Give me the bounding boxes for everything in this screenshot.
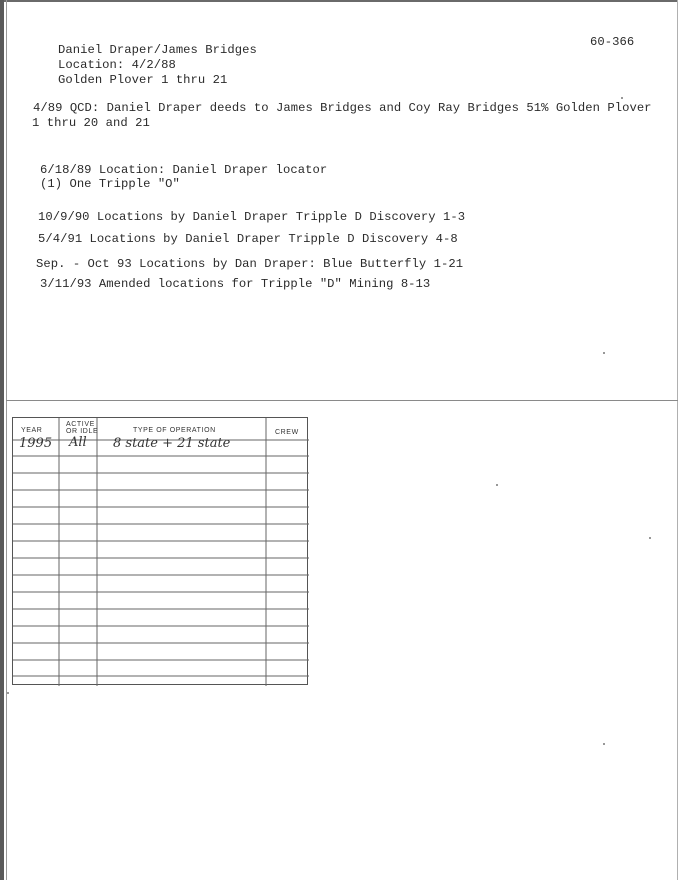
entry-qcd-line1: 4/89 QCD: Daniel Draper deeds to James Bridges and Coy Ray Bridges 51% Golden Plover [33, 101, 652, 115]
speck [603, 743, 605, 745]
card-left-edge-inner [6, 0, 7, 880]
speck [621, 97, 623, 99]
speck [603, 352, 605, 354]
card-number: 60-366 [590, 35, 635, 49]
entry-location-1989-line2: (1) One Tripple "O" [40, 177, 180, 191]
entry-locations-1993: Sep. - Oct 93 Locations by Dan Draper: Blue Butterfly 1-21 [36, 257, 464, 271]
entry-amended-locations: 3/11/93 Amended locations for Tripple "D" Mining 8-13 [40, 277, 431, 291]
entry-location-1989-line1: 6/18/89 Location: Daniel Draper locator [40, 163, 328, 177]
location-date: Location: 4/2/88 [58, 58, 176, 72]
row-1-active: All [69, 435, 87, 450]
header-crew: CREW [275, 429, 299, 436]
card-left-edge [0, 0, 4, 880]
row-1-year: 1995 [19, 436, 53, 451]
header-or-idle: OR IDLE [66, 428, 99, 435]
entry-qcd-line2: 1 thru 20 and 21 [32, 116, 150, 130]
header-type-of-operation: TYPE OF OPERATION [133, 427, 216, 434]
speck [496, 484, 498, 486]
header-year: YEAR [21, 427, 43, 434]
operation-log-table [12, 417, 308, 685]
speck [7, 692, 9, 694]
claim-name: Golden Plover 1 thru 21 [58, 73, 228, 87]
header-active: ACTIVE [66, 421, 95, 428]
speck [649, 537, 651, 539]
card-top-edge [0, 0, 678, 2]
row-1-type: 8 state + 21 state [113, 436, 231, 451]
claimant-names: Daniel Draper/James Bridges [58, 43, 257, 57]
card-divider [6, 400, 678, 401]
table-grid [13, 418, 309, 686]
entry-locations-1990: 10/9/90 Locations by Daniel Draper Tripple D Discovery 1-3 [38, 210, 466, 224]
entry-locations-1991: 5/4/91 Locations by Daniel Draper Tripple D Discovery 4-8 [38, 232, 458, 246]
